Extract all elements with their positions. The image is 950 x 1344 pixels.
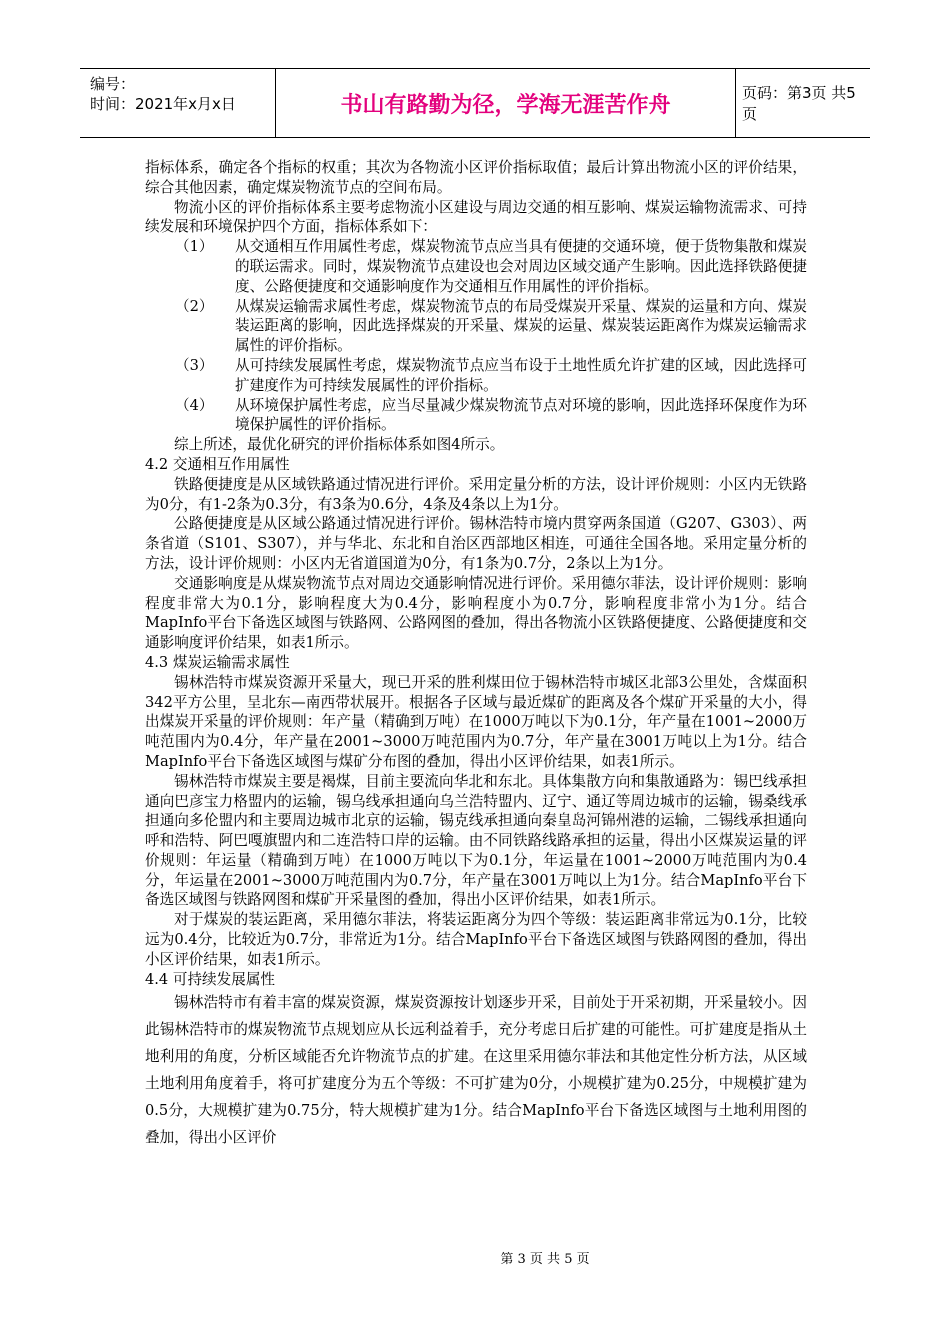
paragraph: 锡林浩特市煤炭主要是褐煤，目前主要流向华北和东北。具体集散方向和集散通路为：锡巴线承担通向巴彦宝力格盟内的运输，锡乌线承担通向乌兰浩特盟内、辽宁、通辽等周边城市的运输，锡桑线承担通向多伦盟内和主要周边城市北京的运输，锡克线承担通向秦皇岛河锦州港的运输，二锡线承担通向呼和浩特、阿巴嘎旗盟内和二连浩特口岸的运输。由不同铁路线路承担的运量，得出小区煤炭运量的评价规则：年运量（精确到万吨）在1000万吨以下为0.1分，年运量在1001~2000万吨范围内为0.4分，年运量在2001~3000万吨范围内为0.7分，年产量在3001万吨以上为1分。结合MapInfo平台下备选区域图与铁路网图和煤矿开采量图的叠加，得出小区评价结果，如表1所示。 <box>145 772 807 909</box>
document-body <box>145 158 807 1151</box>
time-label: 时间：2021年x月x日 <box>90 95 236 113</box>
page-header <box>80 68 870 138</box>
paragraph: 物流小区的评价指标体系主要考虑物流小区建设与周边交通的相互影响、煤炭运输物流需求、可持续发展和环境保护四个方面，指标体系如下： <box>145 198 807 236</box>
slogan-text: 书山有路勤为径，学海无涯苦作舟 <box>340 92 671 118</box>
section-heading: 4.3 煤炭运输需求属性 <box>145 653 290 671</box>
paragraph: 铁路便捷度是从区域铁路通过情况进行评价。采用定量分析的方法，设计评价规则：小区内无铁路为0分，有1-2条为0.3分，有3条为0.6分，4条及4条以上为1分。 <box>145 475 807 513</box>
paragraph: 锡林浩特市有着丰富的煤炭资源，煤炭资源按计划逐步开采，目前处于开采初期，开采量较小。因此锡林浩特市的煤炭物流节点规划应从长远利益着手，充分考虑日后扩建的可能性。可扩建度是指从土地利用的角度，分析区域能否允许物流节点的扩建。在这里采用德尔菲法和其他定性分析方法，从区域土地利用角度着手，将可扩建度分为五个等级：不可扩建为0分，小规模扩建为0.25分，中规模扩建为0.5分，大规模扩建为0.75分，特大规模扩建为1分。结合MapInfo平台下备选区域图与土地利用图的叠加，得出小区评价 <box>145 994 807 1147</box>
paragraph: 锡林浩特市煤炭资源开采量大，现已开采的胜利煤田位于锡林浩特市城区北部3公里处，含煤面积342平方公里，呈北东—南西带状展开。根据各子区域与最近煤矿的距离及各个煤矿开采量的大小，得出煤炭开采量的评价规则：年产量（精确到万吨）在1000万吨以下为0.1分，年产量在1001~2000万吨范围内为0.4分，年产量在2001~3000万吨范围内为0.7分，年产量在3001万吨以上为1分。结合MapInfo平台下备选区域图与煤矿分布图的叠加，得出小区评价结果，如表1所示。 <box>145 673 807 770</box>
list-item-number: （2） <box>175 297 214 315</box>
section-heading: 4.4 可持续发展属性 <box>145 970 276 988</box>
paragraph: 综上所述，最优化研究的评价指标体系如图4所示。 <box>174 436 505 454</box>
section-heading: 4.2 交通相互作用属性 <box>145 455 290 473</box>
header-slogan-cell <box>276 69 736 137</box>
list-item-text: 从煤炭运输需求属性考虑，煤炭物流节点的布局受煤炭开采量、煤炭的运量和方向、煤炭装运距离的影响，因此选择煤炭的开采量、煤炭的运量、煤炭装运距离作为煤炭运输需求属性的评价指标。 <box>235 297 807 355</box>
header-meta-cell <box>80 69 276 137</box>
page-footer: 第 3 页 共 5 页 <box>500 1252 590 1267</box>
list-item-number: （3） <box>175 356 214 374</box>
page-label: 页码：第3页 共5页 <box>742 84 856 123</box>
list-item-text: 从交通相互作用属性考虑，煤炭物流节点应当具有便捷的交通环境，便于货物集散和煤炭的联运需求。同时，煤炭物流节点建设也会对周边区域交通产生影响。因此选择铁路便捷度、公路便捷度和交通影响度作为交通相互作用属性的评价指标。 <box>235 238 807 295</box>
paragraph: 公路便捷度是从区域公路通过情况进行评价。锡林浩特市境内贯穿两条国道（G207、G303）、两条省道（S101、S307），并与华北、东北和自治区西部地区相连，可通往全国各地。采用定量分析的方法，设计评价规则：小区内无省道国道为0分，有1条为0.7分，2条以上为1分。 <box>145 515 807 572</box>
list-item <box>145 237 807 296</box>
list-item-number: （4） <box>175 396 214 414</box>
paragraph: 对于煤炭的装运距离，采用德尔菲法，将装运距离分为四个等级：装运距离非常远为0.1分，比较远为0.4分，比较近为0.7分，非常近为1分。结合MapInfo平台下备选区域图与铁路网图的叠加，得出小区评价结果，如表1所示。 <box>145 911 807 968</box>
header-page-cell <box>736 69 870 137</box>
list-item <box>145 396 807 436</box>
list-item-text: 从环境保护属性考虑，应当尽量减少煤炭物流节点对环境的影响，因此选择环保度作为环境保护属性的评价指标。 <box>235 396 807 434</box>
paragraph: 交通影响度是从煤炭物流节点对周边交通影响情况进行评价。采用德尔菲法，设计评价规则：影响程度非常大为0.1分，影响程度大为0.4分，影响程度小为0.7分，影响程度非常小为1分。结合MapInfo平台下备选区域图与铁路网、公路网图的叠加，得出各物流小区铁路便捷度、公路便捷度和交通影响度评价结果，如表1所示。 <box>145 574 807 652</box>
list-item-number: （1） <box>175 238 214 256</box>
list-item <box>145 297 807 356</box>
list-item-text: 从可持续发展属性考虑，煤炭物流节点应当布设于土地性质允许扩建的区域，因此选择可扩建度作为可持续发展属性的评价指标。 <box>235 356 807 394</box>
paragraph: 指标体系，确定各个指标的权重；其次为各物流小区评价指标取值；最后计算出物流小区的评价结果，综合其他因素，确定煤炭物流节点的空间布局。 <box>145 159 807 196</box>
code-label: 编号： <box>90 75 136 93</box>
list-item <box>145 356 807 396</box>
